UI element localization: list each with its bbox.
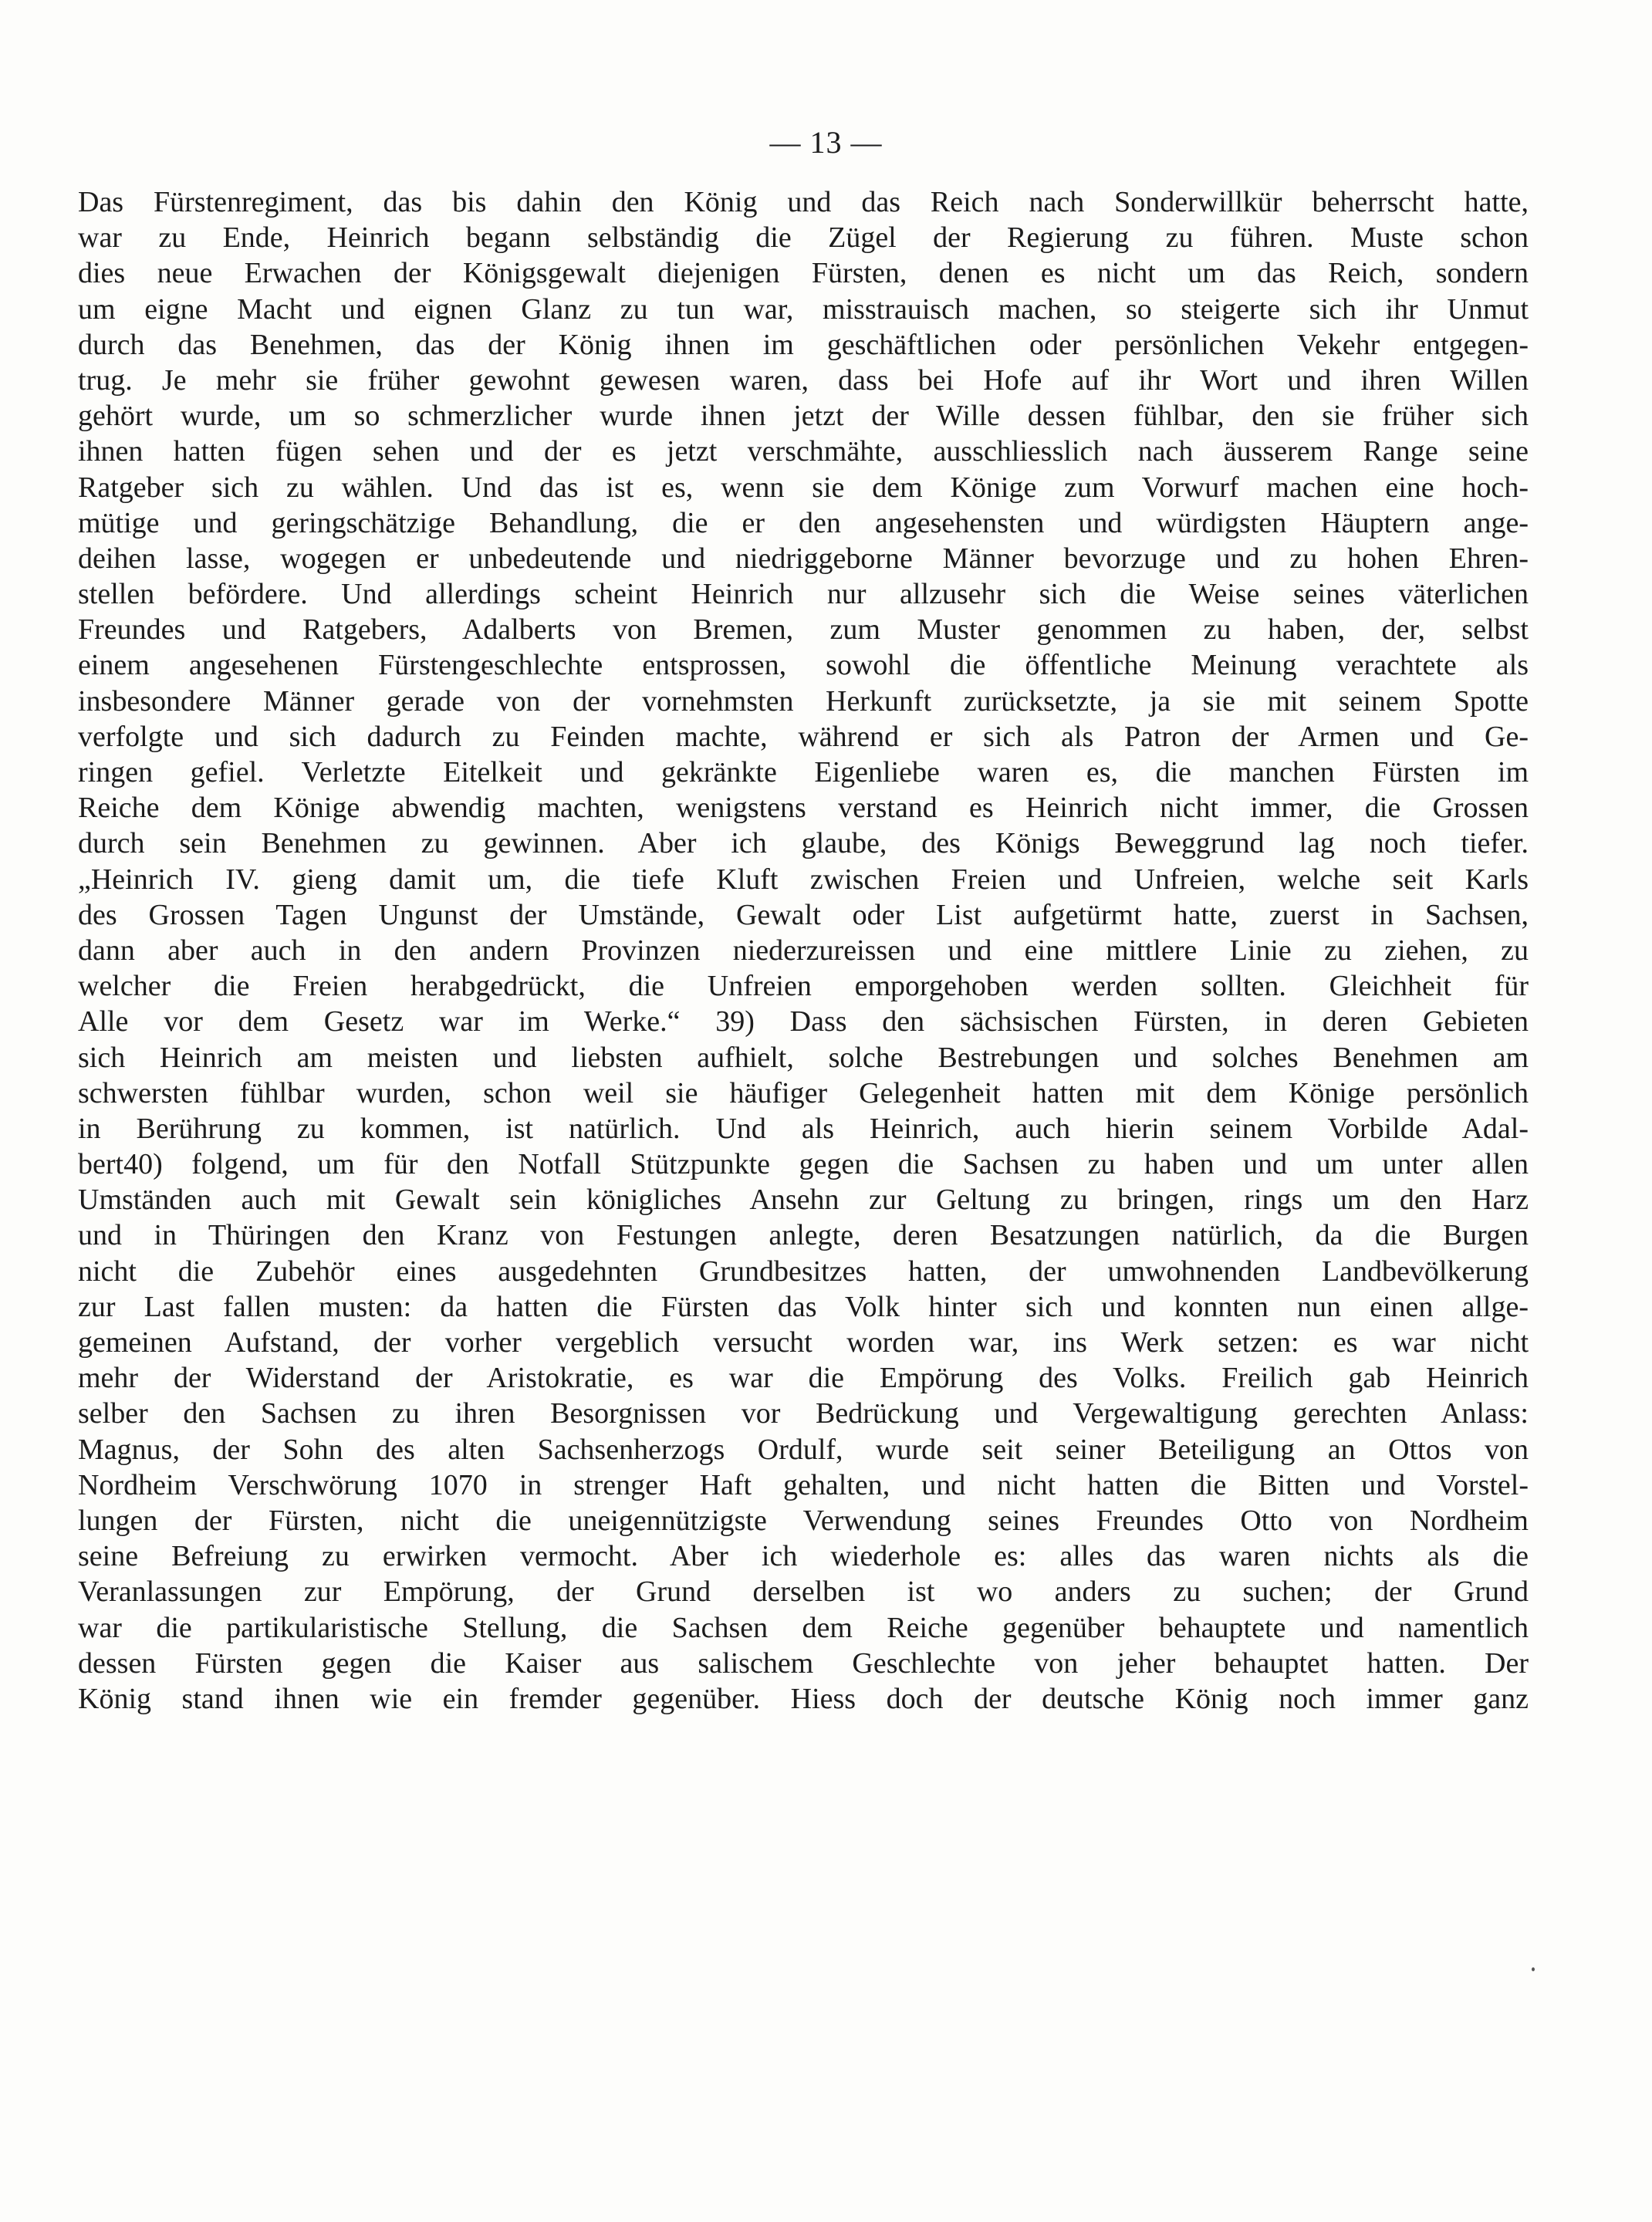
text-line: Ratgeber sich zu wählen. Und das ist es, wenn sie dem Könige zum Vorwurf machen eine hoch-: [78, 471, 1529, 504]
text-line: ihnen hatten fügen sehen und der es jetzt verschmähte, ausschliesslich nach äusserem Range seine: [78, 435, 1529, 468]
text-line: sich Heinrich am meisten und liebsten aufhielt, solche Bestrebungen und solches Benehmen am: [78, 1041, 1529, 1074]
text-line: nicht die Zubehör eines ausgedehnten Grundbesitzes hatten, der umwohnenden Landbevölkerung: [78, 1255, 1529, 1288]
text-line: dessen Fürsten gegen die Kaiser aus salischem Geschlechte von jeher behauptet hatten. Der: [78, 1646, 1529, 1680]
text-line: zur Last fallen musten: da hatten die Fürsten das Volk hinter sich und konnten nun einen allge-: [78, 1290, 1529, 1323]
paper-speck: [1532, 1967, 1535, 1971]
text-line: Umständen auch mit Gewalt sein königliches Ansehn zur Geltung zu bringen, rings um den Harz: [78, 1184, 1529, 1217]
text-line: war zu Ende, Heinrich begann selbständig die Zügel der Regierung zu führen. Muste schon: [78, 221, 1529, 255]
text-line: trug. Je mehr sie früher gewohnt gewesen waren, dass bei Hofe auf ihr Wort und ihren Willen: [78, 363, 1529, 397]
text-line: gehört wurde, um so schmerzlicher wurde ihnen jetzt der Wille dessen fühlbar, den sie früher sich: [78, 400, 1529, 433]
text-line: durch sein Benehmen zu gewinnen. Aber ich glaube, des Königs Beweggrund lag noch tiefer.: [78, 827, 1529, 860]
text-line: Das Fürstenregiment, das bis dahin den König und das Reich nach Sonderwillkür beherrscht hatte,: [78, 186, 1529, 218]
page-number: — 13 —: [769, 125, 883, 160]
body-text: [78, 184, 1529, 1717]
text-line: um eigne Macht und eignen Glanz zu tun war, misstrauisch machen, so steigerte sich ihr Unmut: [78, 292, 1529, 326]
text-line: selber den Sachsen zu ihren Besorgnissen vor Bedrückung und Vergewaltigung gerechten Anlass:: [78, 1397, 1529, 1430]
text-line: war die partikularistische Stellung, die Sachsen dem Reiche gegenüber behauptete und namentlich: [78, 1611, 1529, 1644]
text-line: Magnus, der Sohn des alten Sachsenherzogs Ordulf, wurde seit seiner Beteiligung an Ottos von: [78, 1433, 1529, 1466]
text-line: Alle vor dem Gesetz war im Werke.“ 39) Dass den sächsischen Fürsten, in deren Gebieten: [78, 1005, 1529, 1038]
text-line: ringen gefiel. Verletzte Eitelkeit und gekränkte Eigenliebe waren es, die manchen Fürsten im: [78, 756, 1529, 789]
text-line: durch das Benehmen, das der König ihnen im geschäftlichen oder persönlichen Vekehr entgegen-: [78, 328, 1529, 361]
text-line: schwersten fühlbar wurden, schon weil sie häufiger Gelegenheit hatten mit dem Könige persönlich: [78, 1076, 1529, 1109]
text-line: König stand ihnen wie ein fremder gegenüber. Hiess doch der deutsche König noch immer ganz: [78, 1682, 1529, 1715]
text-line: Reiche dem Könige abwendig machten, wenigstens verstand es Heinrich nicht immer, die Grossen: [78, 792, 1529, 825]
text-line: und in Thüringen den Kranz von Festungen anlegte, deren Besatzungen natürlich, da die Burgen: [78, 1219, 1529, 1252]
text-line: mütige und geringschätzige Behandlung, die er den angesehensten und würdigsten Häuptern ange-: [78, 506, 1529, 539]
text-line: welcher die Freien herabgedrückt, die Unfreien emporgehoben werden sollten. Gleichheit für: [78, 970, 1529, 1003]
text-line: mehr der Widerstand der Aristokratie, es war die Empörung des Volks. Freilich gab Heinrich: [78, 1362, 1529, 1395]
text-line: verfolgte und sich dadurch zu Feinden machte, während er sich als Patron der Armen und Ge-: [78, 720, 1529, 753]
text-line: einem angesehenen Fürstengeschlechte entsprossen, sowohl die öffentliche Meinung verachtete als: [78, 649, 1529, 682]
text-line: dann aber auch in den andern Provinzen niederzureissen und eine mittlere Linie zu ziehen, zu: [78, 934, 1529, 967]
text-line: Veranlassungen zur Empörung, der Grund derselben ist wo anders zu suchen; der Grund: [78, 1575, 1529, 1609]
text-line: „Heinrich IV. gieng damit um, die tiefe Kluft zwischen Freien und Unfreien, welche seit Karls: [78, 863, 1529, 896]
text-line: des Grossen Tagen Ungunst der Umstände, Gewalt oder List aufgetürmt hatte, zuerst in Sachsen,: [78, 898, 1529, 931]
text-line: insbesondere Männer gerade von der vornehmsten Herkunft zurücksetzte, ja sie mit seinem Spotte: [78, 684, 1529, 718]
text-line: lungen der Fürsten, nicht die uneigennützigste Verwendung seines Freundes Otto von Nordheim: [78, 1504, 1529, 1537]
text-line: Nordheim Verschwörung 1070 in strenger Haft gehalten, und nicht hatten die Bitten und Vorstel-: [78, 1468, 1529, 1501]
text-line: seine Befreiung zu erwirken vermocht. Aber ich wiederhole es: alles das waren nichts als die: [78, 1540, 1529, 1573]
text-line: stellen befördere. Und allerdings scheint Heinrich nur allzusehr sich die Weise seines väterlichen: [78, 578, 1529, 611]
text-line: dies neue Erwachen der Königsgewalt diejenigen Fürsten, denen es nicht um das Reich, sondern: [78, 257, 1529, 290]
text-line: bert40) folgend, um für den Notfall Stützpunkte gegen die Sachsen zu haben und um unter allen: [78, 1148, 1529, 1181]
text-line: Freundes und Ratgebers, Adalberts von Bremen, zum Muster genommen zu haben, der, selbst: [78, 613, 1529, 647]
text-line: in Berührung zu kommen, ist natürlich. Und als Heinrich, auch hierin seinem Vorbilde Adal-: [78, 1112, 1529, 1145]
text-line: gemeinen Aufstand, der vorher vergeblich versucht worden war, ins Werk setzen: es war nicht: [78, 1326, 1529, 1359]
text-line: deihen lasse, wogegen er unbedeutende und niedriggeborne Männer bevorzuge und zu hohen Ehren-: [78, 542, 1529, 575]
